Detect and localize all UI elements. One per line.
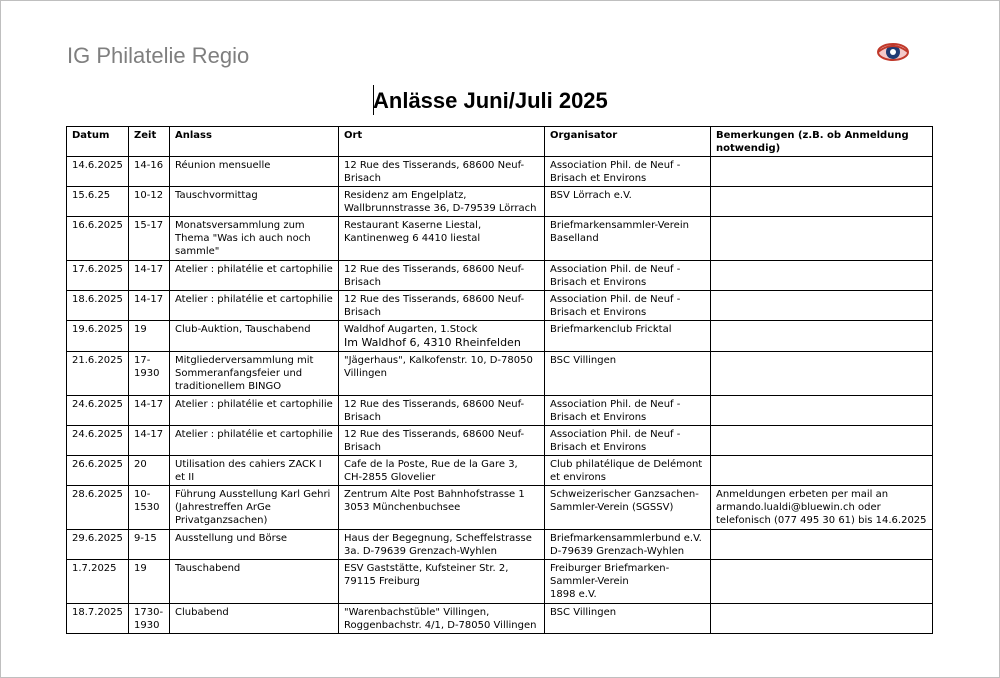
cell-datum: 14.6.2025	[67, 157, 129, 187]
cell-organisator: Briefmarkenclub Fricktal	[545, 321, 711, 352]
stamp-eye-logo	[875, 39, 911, 65]
cell-organisator: Association Phil. de Neuf - Brisach et Environs	[545, 396, 711, 426]
table-body	[67, 157, 933, 634]
cell-anlass: Tauschabend	[170, 560, 339, 604]
cell-anlass: Clubabend	[170, 604, 339, 634]
cell-ort: 12 Rue des Tisserands, 68600 Neuf-Brisach	[339, 261, 545, 291]
cell-anlass: Atelier : philatélie et cartophilie	[170, 426, 339, 456]
cell-bemerkungen	[711, 187, 933, 217]
cell-organisator: Club philatélique de Delémont et environs	[545, 456, 711, 486]
cell-bemerkungen	[711, 456, 933, 486]
cell-datum: 28.6.2025	[67, 486, 129, 530]
table-row	[67, 486, 933, 530]
cell-zeit: 14-17	[129, 291, 170, 321]
column-header-organisator: Organisator	[545, 127, 711, 157]
cell-organisator: Briefmarkensammler-Verein Baselland	[545, 217, 711, 261]
cell-bemerkungen	[711, 604, 933, 634]
table-row	[67, 530, 933, 560]
cell-bemerkungen: Anmeldungen erbeten per mail an armando.lualdi@bluewin.ch oder telefonisch (077 495 30 61) bis 14.6.2025	[711, 486, 933, 530]
cell-bemerkungen	[711, 291, 933, 321]
cell-anlass: Atelier : philatélie et cartophilie	[170, 261, 339, 291]
cell-zeit: 10-1530	[129, 486, 170, 530]
cell-organisator: Association Phil. de Neuf - Brisach et Environs	[545, 157, 711, 187]
cell-zeit: 1730-1930	[129, 604, 170, 634]
cell-ort: Zentrum Alte Post Bahnhofstrasse 1 3053 Münchenbuchsee	[339, 486, 545, 530]
cell-ort: 12 Rue des Tisserands, 68600 Neuf-Brisach	[339, 157, 545, 187]
cell-datum: 16.6.2025	[67, 217, 129, 261]
table-row	[67, 604, 933, 634]
cell-bemerkungen	[711, 157, 933, 187]
cell-organisator: Association Phil. de Neuf - Brisach et Environs	[545, 261, 711, 291]
cell-zeit: 19	[129, 321, 170, 352]
cell-datum: 26.6.2025	[67, 456, 129, 486]
table-row	[67, 217, 933, 261]
table-row	[67, 187, 933, 217]
cell-bemerkungen	[711, 396, 933, 426]
column-header-ort: Ort	[339, 127, 545, 157]
cell-zeit: 15-17	[129, 217, 170, 261]
cell-zeit: 14-17	[129, 426, 170, 456]
cell-zeit: 14-16	[129, 157, 170, 187]
cell-datum: 18.7.2025	[67, 604, 129, 634]
cell-ort: "Warenbachstüble" Villingen, Roggenbachstr. 4/1, D-78050 Villingen	[339, 604, 545, 634]
organization-name: IG Philatelie Regio	[67, 43, 250, 68]
cell-bemerkungen	[711, 321, 933, 352]
page-title: Anlässe Juni/Juli 2025	[373, 88, 608, 113]
cell-datum: 19.6.2025	[67, 321, 129, 352]
table-row	[67, 321, 933, 352]
cell-ort: Cafe de la Poste, Rue de la Gare 3, CH-2855 Glovelier	[339, 456, 545, 486]
cell-ort: 12 Rue des Tisserands, 68600 Neuf-Brisach	[339, 426, 545, 456]
cell-organisator: BSC Villingen	[545, 352, 711, 396]
cell-ort: ESV Gaststätte, Kufsteiner Str. 2, 79115 Freiburg	[339, 560, 545, 604]
cell-ort: Haus der Begegnung, Scheffelstrasse 3a. D-79639 Grenzach-Wyhlen	[339, 530, 545, 560]
cell-datum: 24.6.2025	[67, 396, 129, 426]
cell-datum: 21.6.2025	[67, 352, 129, 396]
cell-ort: "Jägerhaus", Kalkofenstr. 10, D-78050 Villingen	[339, 352, 545, 396]
table-row	[67, 261, 933, 291]
cell-anlass: Führung Ausstellung Karl Gehri (Jahrestreffen ArGe Privatganzsachen)	[170, 486, 339, 530]
cell-zeit: 10-12	[129, 187, 170, 217]
cell-organisator: Schweizerischer Ganzsachen-Sammler-Verein (SGSSV)	[545, 486, 711, 530]
cell-bemerkungen	[711, 261, 933, 291]
cell-anlass: Atelier : philatélie et cartophilie	[170, 396, 339, 426]
events-table	[66, 126, 933, 634]
table-row	[67, 560, 933, 604]
cell-datum: 17.6.2025	[67, 261, 129, 291]
cell-datum: 1.7.2025	[67, 560, 129, 604]
ort-line: Waldhof Augarten, 1.Stock	[344, 324, 478, 335]
cell-organisator: Association Phil. de Neuf - Brisach et Environs	[545, 291, 711, 321]
cell-organisator: Freiburger Briefmarken-Sammler-Verein 1898 e.V.	[545, 560, 711, 604]
table-row	[67, 157, 933, 187]
cell-zeit: 19	[129, 560, 170, 604]
cell-anlass: Mitgliederversammlung mit Sommeranfangsfeier und traditionellem BINGO	[170, 352, 339, 396]
cell-bemerkungen	[711, 530, 933, 560]
cell-organisator: Association Phil. de Neuf - Brisach et Environs	[545, 426, 711, 456]
table-row	[67, 291, 933, 321]
table-header-row	[67, 127, 933, 157]
cell-bemerkungen	[711, 217, 933, 261]
cell-zeit: 9-15	[129, 530, 170, 560]
cell-zeit: 14-17	[129, 396, 170, 426]
column-header-anlass: Anlass	[170, 127, 339, 157]
cell-bemerkungen	[711, 352, 933, 396]
cell-datum: 18.6.2025	[67, 291, 129, 321]
column-header-zeit: Zeit	[129, 127, 170, 157]
cell-bemerkungen	[711, 560, 933, 604]
column-header-bemerkungen: Bemerkungen (z.B. ob Anmeldung notwendig)	[711, 127, 933, 157]
cell-zeit: 14-17	[129, 261, 170, 291]
cell-ort: 12 Rue des Tisserands, 68600 Neuf-Brisach	[339, 396, 545, 426]
cell-ort: Residenz am Engelplatz, Wallbrunnstrasse 36, D-79539 Lörrach	[339, 187, 545, 217]
cell-organisator: Briefmarkensammlerbund e.V. D-79639 Grenzach-Wyhlen	[545, 530, 711, 560]
column-header-datum: Datum	[67, 127, 129, 157]
cell-ort: Restaurant Kaserne Liestal, Kantinenweg 6 4410 liestal	[339, 217, 545, 261]
cell-datum: 24.6.2025	[67, 426, 129, 456]
table-row	[67, 396, 933, 426]
table-row	[67, 456, 933, 486]
cell-zeit: 20	[129, 456, 170, 486]
cell-datum: 29.6.2025	[67, 530, 129, 560]
table-row	[67, 352, 933, 396]
table-row	[67, 426, 933, 456]
cell-anlass: Ausstellung und Börse	[170, 530, 339, 560]
cell-ort	[339, 321, 545, 352]
cell-anlass: Monatsversammlung zum Thema "Was ich auch noch sammle"	[170, 217, 339, 261]
cell-anlass: Réunion mensuelle	[170, 157, 339, 187]
cell-bemerkungen	[711, 426, 933, 456]
cell-zeit: 17-1930	[129, 352, 170, 396]
cell-datum: 15.6.25	[67, 187, 129, 217]
cell-organisator: BSV Lörrach e.V.	[545, 187, 711, 217]
cell-anlass: Utilisation des cahiers ZACK I et II	[170, 456, 339, 486]
ort-extra-line: Im Waldhof 6, 4310 Rheinfelden	[344, 336, 521, 349]
cell-ort: 12 Rue des Tisserands, 68600 Neuf-Brisach	[339, 291, 545, 321]
cell-anlass: Atelier : philatélie et cartophilie	[170, 291, 339, 321]
cell-anlass: Tauschvormittag	[170, 187, 339, 217]
cell-organisator: BSC Villingen	[545, 604, 711, 634]
cell-anlass: Club-Auktion, Tauschabend	[170, 321, 339, 352]
